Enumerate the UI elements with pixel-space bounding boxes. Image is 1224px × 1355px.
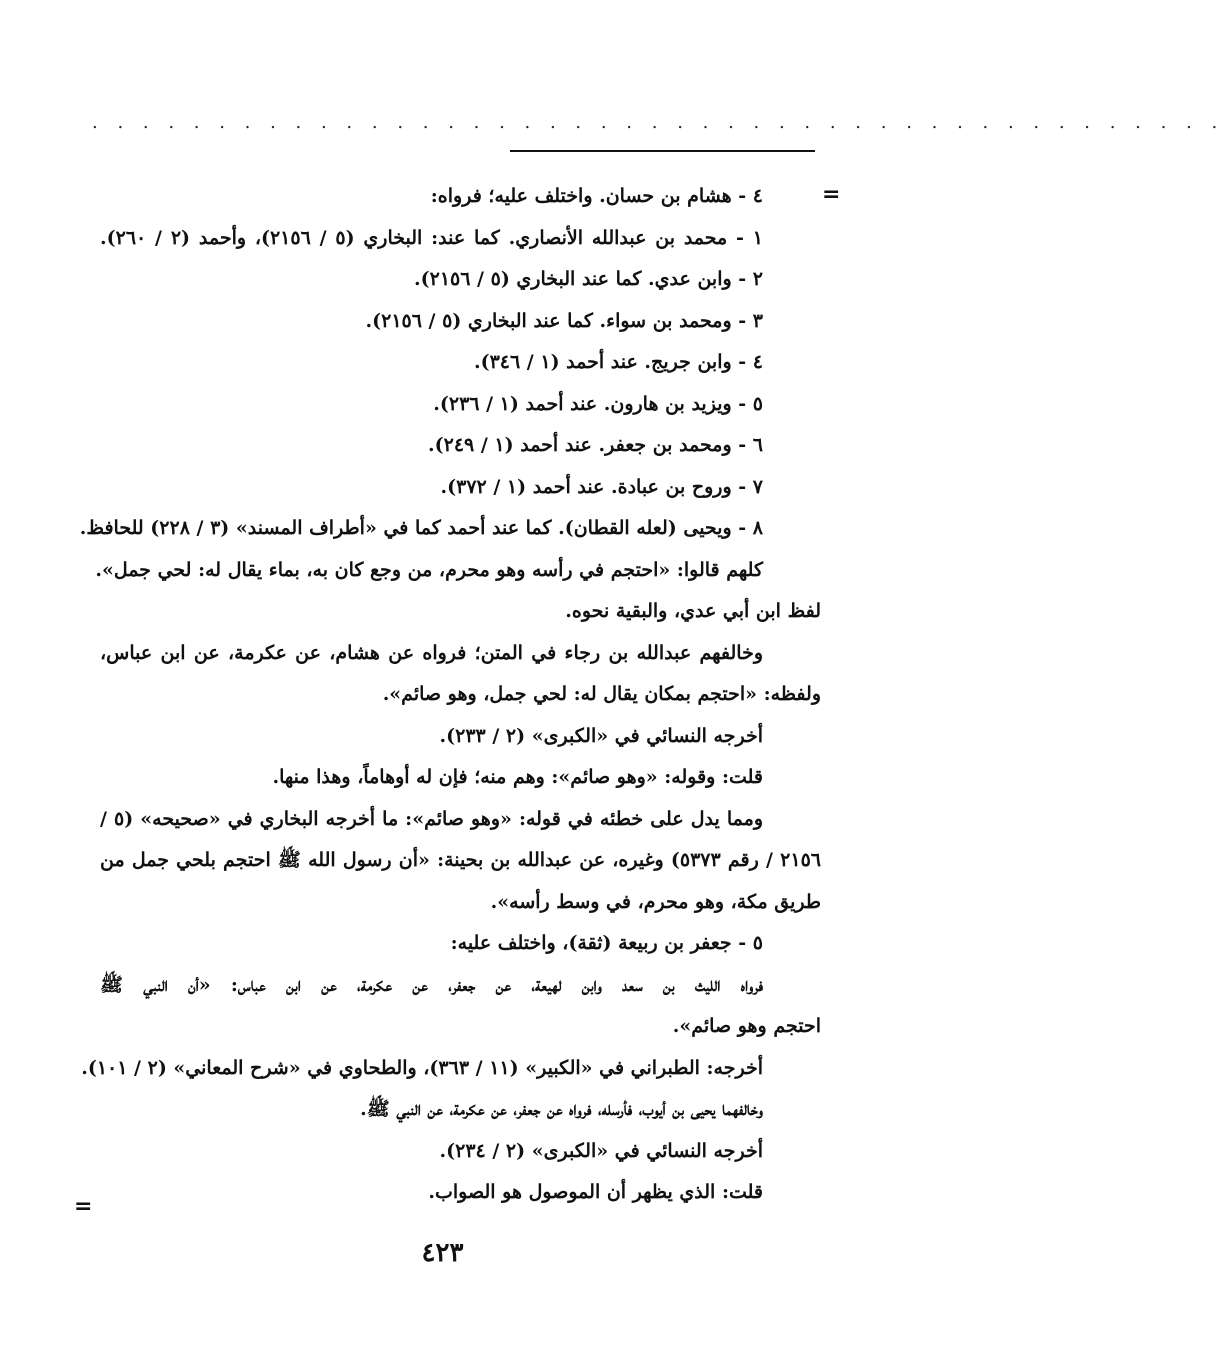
text-line-heading-jafar: ٥ - جعفر بن ربيعة (ثقة)، واختلف عليه: [450, 932, 763, 954]
text-line-narrator-5: ٥ - ويزيد بن هارون. عند أحمد (١ / ٢٣٦). [433, 392, 763, 415]
text-line-yahya-ibn-ayyub: وخالفهما يحيى بن أيوب، فأرسله، فرواه عن جعفر، عن عكرمة، عن النبي ﷺ. [360, 1098, 763, 1120]
text-line-conclusion: قلت: الذي يظهر أن الموصول هو الصواب. [428, 1181, 763, 1203]
text-line-narrator-2: ٢ - وابن عدي. كما عند البخاري (٥ / ٢١٥٦). [414, 268, 763, 290]
text-line-narrator-4: ٤ - وابن جريج. عند أحمد (١ / ٣٤٦). [473, 351, 763, 373]
text-line-ibn-raja-wording: ولفظه: «احتجم بمكان يقال له: لحي جمل، وهو صائم». [382, 683, 821, 705]
text-line-ibn-raja: وخالفهم عبدالله بن رجاء في المتن؛ فرواه عن هشام، عن عكرمة، عن ابن عباس، [100, 641, 763, 664]
text-line-narrator-1: ١ - محمد بن عبدالله الأنصاري. كما عند: البخاري (٥ / ٢١٥٦)، وأحمد (٢ / ٢٦٠). [100, 226, 763, 249]
text-line-matn: كلهم قالوا: «احتجم في رأسه وهو محرم، من وجع كان به، بماء يقال له: لحي جمل». [95, 558, 763, 581]
header-dotted-line: . . . . . . . . . . . . . . . . . . . . . . . . . . . . . . . . . . . . . . . . . . . . . [92, 112, 1224, 133]
page-number: ٤٢٣ [421, 1238, 464, 1268]
text-line-narrator-6: ٦ - ومحمد بن جعفر. عند أحمد (١ / ٢٤٩). [428, 434, 763, 456]
text-line-layth-continued: احتجم وهو صائم». [672, 1015, 821, 1037]
text-line-heading-hisham: ٤ - هشام بن حسان. واختلف عليه؛ فرواه: [430, 185, 763, 207]
text-line-nasai-234: أخرجه النسائي في «الكبرى» (٢ / ٢٣٤). [439, 1139, 763, 1162]
body-text [79, 176, 821, 1214]
text-line-comment-sa-im: قلت: وقوله: «وهو صائم»: وهم منه؛ فإن له أوهاماً، وهذا منها. [272, 766, 763, 788]
text-line-bukhari-evidence: ومما يدل على خطئه في قوله: «وهو صائم»: ما أخرجه البخاري في «صحيحه» (٥ / [100, 807, 763, 830]
text-line-tabarani: أخرجه: الطبراني في «الكبير» (١١ / ٣٦٣)، والطحاوي في «شرح المعاني» (٢ / ١٠١). [81, 1056, 763, 1079]
margin-mark-bottom: = [74, 1194, 93, 1219]
text-line-narrator-3: ٣ - ومحمد بن سواء. كما عند البخاري (٥ / ٢١٥٦). [365, 309, 763, 332]
text-line-bukhari-evidence-2: ٢١٥٦ / رقم ٥٣٧٣) وغيره، عن عبدالله بن بحينة: «أن رسول الله ﷺ احتجم بلحي جمل من [100, 849, 821, 871]
text-line-narrator-7: ٧ - وروح بن عبادة. عند أحمد (١ / ٣٧٢). [440, 475, 763, 498]
text-line-bukhari-evidence-3: طريق مكة، وهو محرم، في وسط رأسه». [490, 890, 821, 913]
text-line-layth: فرواه الليث بن سعد وابن لهيعة، عن جعفر، عن عكرمة، عن ابن عباس: «أن النبي ﷺ [100, 973, 763, 996]
text-line-narrator-8: ٨ - ويحيى (لعله القطان). كما عند أحمد كما في «أطراف المسند» (٣ / ٢٢٨) للحافظ. [79, 517, 763, 539]
header-rule [510, 150, 815, 152]
text-line-matn-continued: لفظ ابن أبي عدي، والبقية نحوه. [565, 600, 821, 622]
margin-mark-top: = [822, 182, 841, 207]
text-line-nasai-233: أخرجه النسائي في «الكبرى» (٢ / ٢٣٣). [439, 724, 763, 747]
